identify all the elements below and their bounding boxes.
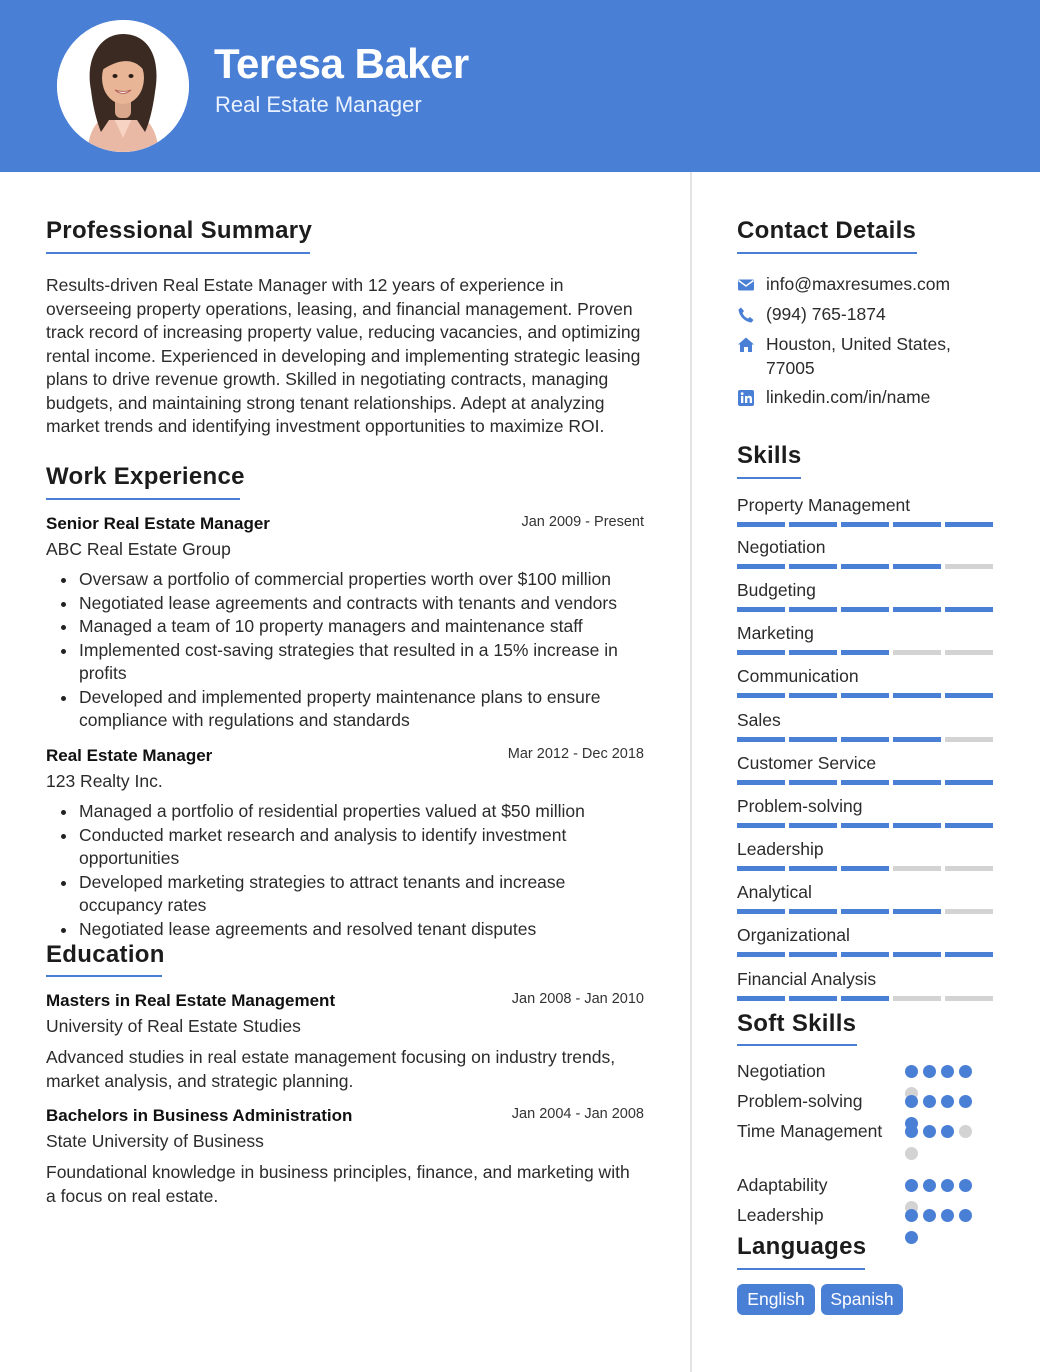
summary-heading: Professional Summary [46,217,313,244]
education-heading: Education [46,941,165,968]
job-bullets [46,800,644,941]
skill-name: Marketing [737,623,814,643]
job-bullet: Negotiated lease agreements and contracts with tenants and vendors [46,592,644,616]
skill-segment-filled [893,909,941,914]
job-bullet: Managed a team of 10 property managers and maintenance staff [46,615,644,639]
skill-segment-filled [893,607,941,612]
skill-item [737,752,993,774]
skill-segment-filled [789,650,837,655]
skills-heading: Skills [737,442,802,469]
job-bullet: Developed marketing strategies to attract tenants and increase occupancy rates [46,871,644,918]
skill-name: Budgeting [737,580,816,600]
skill-level-bar [737,522,993,527]
soft-skill-item [737,1059,997,1084]
skill-item [737,881,993,903]
rating-dot-filled [905,1209,918,1222]
rating-dot-filled [941,1125,954,1138]
skill-segment-filled [789,564,837,569]
skill-segment-filled [789,952,837,957]
linkedin-icon [737,389,755,407]
skill-segment-empty [945,909,993,914]
skill-level-bar [737,650,993,655]
rating-dot-filled [905,1179,918,1192]
skill-segment-empty [945,650,993,655]
rating-dot-filled [941,1209,954,1222]
language-tag: Spanish [821,1284,903,1315]
skill-name: Property Management [737,495,911,515]
skill-name: Negotiation [737,537,826,557]
skill-segment-filled [737,952,785,957]
skill-item [737,494,993,516]
skill-segment-filled [893,952,941,957]
skill-segment-empty [945,564,993,569]
skill-level-bar [737,996,993,1001]
skill-segment-filled [893,780,941,785]
summary-heading-underline [46,252,310,254]
rating-dot-filled [941,1179,954,1192]
skill-level-bar [737,823,993,828]
education-date: Jan 2004 - Jan 2008 [511,1106,644,1122]
skill-segment-filled [945,607,993,612]
skill-segment-filled [893,564,941,569]
soft-skill-item [737,1089,997,1114]
skill-segment-filled [789,909,837,914]
rating-dot-filled [959,1209,972,1222]
skill-name: Communication [737,666,859,686]
skill-segment-filled [841,909,889,914]
rating-dot-filled [959,1179,972,1192]
job-bullet: Managed a portfolio of residential properties valued at $50 million [46,800,644,824]
skill-segment-filled [789,693,837,698]
rating-dot-filled [905,1095,918,1108]
skill-level-bar [737,866,993,871]
skill-level-bar [737,693,993,698]
skill-segment-filled [841,650,889,655]
skill-segment-filled [841,866,889,871]
contact-email[interactable] [737,273,997,297]
languages-heading: Languages [737,1233,867,1260]
education-date: Jan 2008 - Jan 2010 [511,991,644,1007]
job-role: Real Estate Manager [46,746,213,765]
skill-segment-empty [893,866,941,871]
skill-level-bar [737,607,993,612]
skill-segment-filled [841,607,889,612]
skill-segment-filled [893,693,941,698]
skill-segment-filled [737,737,785,742]
degree-name: Masters in Real Estate Management [46,991,336,1010]
soft-skills-heading-underline [737,1044,857,1046]
skill-segment-filled [789,737,837,742]
skill-segment-filled [789,607,837,612]
skill-segment-filled [737,607,785,612]
job-date: Mar 2012 - Dec 2018 [507,746,644,762]
skill-segment-filled [841,564,889,569]
skill-item [737,924,993,946]
job-role: Senior Real Estate Manager [46,514,270,533]
skill-item [737,838,993,860]
language-tag: English [737,1284,815,1315]
skill-name: Organizational [737,925,850,945]
skill-segment-filled [737,823,785,828]
skill-segment-filled [789,823,837,828]
skill-segment-empty [893,650,941,655]
skill-name: Financial Analysis [737,969,877,989]
languages-heading-underline [737,1268,865,1270]
skill-segment-empty [945,866,993,871]
job-company: ABC Real Estate Group [46,539,231,559]
skill-segment-filled [945,823,993,828]
skill-segment-filled [737,866,785,871]
skill-level-bar [737,952,993,957]
skill-name: Analytical [737,882,812,902]
school-name: University of Real Estate Studies [46,1016,301,1036]
skill-name: Sales [737,710,781,730]
contact-linkedin[interactable] [737,386,997,410]
education-heading-underline [46,975,162,977]
soft-skill-item [737,1119,997,1144]
job-bullets [46,568,644,733]
home-icon [737,336,755,354]
soft-skill-item [737,1173,997,1198]
skill-segment-filled [841,952,889,957]
skill-segment-filled [893,522,941,527]
skill-segment-filled [737,909,785,914]
skill-item [737,622,993,644]
rating-dot-filled [923,1125,936,1138]
rating-dot-filled [941,1065,954,1078]
rating-dot-filled [905,1125,918,1138]
summary-text: Results-driven Real Estate Manager with 12 years of experience in overseeing property operations, leasing, and financial management. Proven track record of increasing property value, reducing vacancies, and optimizing rental income. Experienced in developing and implementing strategic leasing plans to drive revenue growth. Skilled in negotiating contracts, managing budgets, and maintaining strong tenant relationships. Adept at analyzing market trends and identifying investment opportunities to maximize ROI. [46,275,641,436]
skill-segment-filled [789,996,837,1001]
soft-skill-name: Problem-solving [737,1091,863,1111]
job-bullet: Developed and implemented property maintenance plans to ensure compliance with regulations and standards [46,686,644,733]
school-name: State University of Business [46,1131,264,1151]
job-bullet: Negotiated lease agreements and resolved tenant disputes [46,918,644,942]
skill-name: Problem-solving [737,796,863,816]
contact-heading: Contact Details [737,217,917,244]
soft-skill-rating [905,1125,985,1155]
experience-heading-underline [46,498,240,500]
header-banner [0,0,1040,172]
skill-name: Customer Service [737,753,877,773]
contact-phone-text: (994) 765-1874 [766,304,886,324]
rating-dot-empty [905,1147,918,1160]
envelope-icon [737,276,755,294]
skill-level-bar [737,909,993,914]
soft-skill-item [737,1203,997,1228]
rating-dot-filled [905,1231,918,1244]
skill-segment-filled [737,650,785,655]
skill-segment-filled [841,693,889,698]
rating-dot-filled [941,1095,954,1108]
profile-photo-illustration [57,20,189,152]
skill-level-bar [737,564,993,569]
education-description: Advanced studies in real estate management focusing on industry trends, market analysis, and strategic planning. [46,1047,616,1091]
contact-email-text: info@maxresumes.com [766,274,951,294]
rating-dot-filled [959,1095,972,1108]
skill-segment-filled [945,780,993,785]
skill-segment-filled [893,823,941,828]
education-entry [46,1106,644,1208]
contact-heading-underline [737,252,917,254]
skill-segment-empty [893,996,941,1001]
skill-item [737,709,993,731]
job-date: Jan 2009 - Present [521,514,644,530]
soft-skill-name: Negotiation [737,1061,826,1081]
soft-skill-name: Time Management [737,1121,883,1141]
skill-segment-filled [841,823,889,828]
rating-dot-filled [905,1065,918,1078]
skill-segment-filled [789,522,837,527]
phone-icon [737,306,755,324]
skill-segment-filled [841,996,889,1001]
education-entry [46,991,644,1093]
column-divider [690,172,692,1372]
skill-segment-filled [841,780,889,785]
rating-dot-filled [923,1179,936,1192]
skill-name: Leadership [737,839,824,859]
job-bullet: Conducted market research and analysis to identify investment opportunities [46,824,644,871]
skill-segment-filled [737,522,785,527]
contact-linkedin-text: linkedin.com/in/name [766,387,931,407]
skill-item [737,579,993,601]
skill-item [737,665,993,687]
skill-segment-filled [945,522,993,527]
skill-segment-filled [737,780,785,785]
contact-address [737,333,997,380]
job-bullet: Implemented cost-saving strategies that resulted in a 15% increase in profits [46,639,644,686]
skill-segment-filled [841,737,889,742]
skill-level-bar [737,737,993,742]
skill-segment-filled [737,996,785,1001]
job-entry [46,514,644,733]
skill-item [737,795,993,817]
rating-dot-filled [959,1065,972,1078]
job-company: 123 Realty Inc. [46,771,163,791]
education-description: Foundational knowledge in business principles, finance, and marketing with a focus on real estate. [46,1162,630,1206]
skill-item [737,968,993,990]
soft-skills-heading: Soft Skills [737,1010,857,1037]
candidate-title: Real Estate Manager [215,92,422,117]
skill-segment-filled [789,866,837,871]
rating-dot-empty [959,1125,972,1138]
rating-dot-filled [923,1065,936,1078]
skill-segment-filled [893,737,941,742]
skill-segment-filled [945,952,993,957]
experience-heading: Work Experience [46,463,245,490]
rating-dot-filled [923,1095,936,1108]
degree-name: Bachelors in Business Administration [46,1106,353,1125]
skill-item [737,536,993,558]
job-bullet: Oversaw a portfolio of commercial properties worth over $100 million [46,568,644,592]
skill-segment-filled [737,564,785,569]
skill-segment-filled [945,693,993,698]
soft-skill-name: Adaptability [737,1175,828,1195]
soft-skill-rating [905,1209,985,1239]
rating-dot-filled [923,1209,936,1222]
skill-level-bar [737,780,993,785]
job-entry [46,746,644,941]
contact-phone[interactable] [737,303,997,327]
skill-segment-empty [945,996,993,1001]
candidate-name: Teresa Baker [214,40,469,87]
skill-segment-filled [737,693,785,698]
skills-heading-underline [737,477,801,479]
skill-segment-filled [789,780,837,785]
soft-skill-name: Leadership [737,1205,824,1225]
profile-photo [57,20,189,152]
contact-address-text: Houston, United States, 77005 [766,334,951,378]
skill-segment-filled [841,522,889,527]
skill-segment-empty [945,737,993,742]
